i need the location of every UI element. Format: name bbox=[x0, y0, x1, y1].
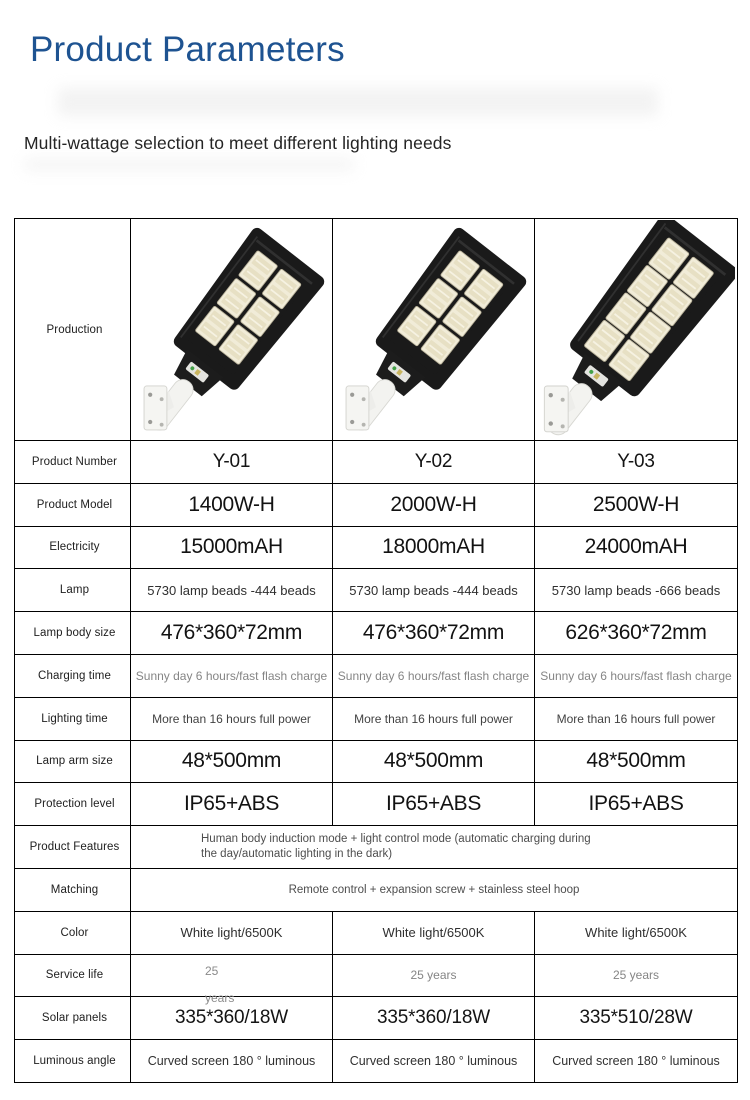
row-label-charging-time: Charging time bbox=[15, 655, 131, 698]
cell-electricity-3: 24000mAH bbox=[535, 527, 738, 570]
row-label-matching: Matching bbox=[15, 869, 131, 912]
cell-product-number-1: Y-01 bbox=[131, 441, 333, 484]
row-label-production: Production bbox=[15, 219, 131, 441]
cell-lighting-time-2: More than 16 hours full power bbox=[333, 698, 535, 741]
solar-street-light-image-y01 bbox=[137, 223, 327, 439]
cell-charging-time-2: Sunny day 6 hours/fast flash charge bbox=[333, 655, 535, 698]
cell-product-number-2: Y-02 bbox=[333, 441, 535, 484]
cell-lamp-body-size-3: 626*360*72mm bbox=[535, 612, 738, 655]
cell-electricity-1: 15000mAH bbox=[131, 527, 333, 570]
cell-solar-panels-2: 335*360/18W bbox=[333, 997, 535, 1040]
cell-lighting-time-3: More than 16 hours full power bbox=[535, 698, 738, 741]
cell-solar-panels-3: 335*510/28W bbox=[535, 997, 738, 1040]
cell-protection-level-1: IP65+ABS bbox=[131, 783, 333, 826]
cell-service-life-2: 25 years bbox=[333, 955, 535, 998]
cell-color-3: White light/6500K bbox=[535, 912, 738, 955]
cell-lighting-time-1: More than 16 hours full power bbox=[131, 698, 333, 741]
row-label-solar-panels: Solar panels bbox=[15, 997, 131, 1040]
cell-lamp-1: 5730 lamp beads -444 beads bbox=[131, 569, 333, 612]
cell-color-1: White light/6500K bbox=[131, 912, 333, 955]
solar-street-light-image-y03 bbox=[537, 220, 735, 442]
row-label-product-number: Product Number bbox=[15, 441, 131, 484]
row-label-electricity: Electricity bbox=[15, 527, 131, 570]
cell-solar-panels-1: 335*360/18W bbox=[131, 997, 333, 1040]
cell-service-life-3: 25 years bbox=[535, 955, 738, 998]
cell-color-2: White light/6500K bbox=[333, 912, 535, 955]
cell-product-model-2: 2000W-H bbox=[333, 484, 535, 527]
cell-lamp-body-size-1: 476*360*72mm bbox=[131, 612, 333, 655]
cell-service-life-1 bbox=[131, 955, 333, 1006]
cell-luminous-angle-1: Curved screen 180 ° luminous bbox=[131, 1040, 333, 1083]
cell-protection-level-2: IP65+ABS bbox=[333, 783, 535, 826]
solar-street-light-image-y02 bbox=[339, 223, 529, 439]
cell-electricity-2: 18000mAH bbox=[333, 527, 535, 570]
cell-lamp-arm-size-1: 48*500mm bbox=[131, 741, 333, 784]
cell-product-number-3: Y-03 bbox=[535, 441, 738, 484]
page-title: Product Parameters bbox=[30, 30, 345, 69]
cell-luminous-angle-2: Curved screen 180 ° luminous bbox=[333, 1040, 535, 1083]
cell-product-model-3: 2500W-H bbox=[535, 484, 738, 527]
cell-production-2 bbox=[333, 219, 535, 441]
row-label-color: Color bbox=[15, 912, 131, 955]
cell-charging-time-1: Sunny day 6 hours/fast flash charge bbox=[131, 655, 333, 698]
cell-matching-span bbox=[131, 869, 738, 912]
row-label-lamp-arm-size: Lamp arm size bbox=[15, 741, 131, 784]
row-label-service-life: Service life bbox=[15, 955, 131, 998]
row-label-lamp-body-size: Lamp body size bbox=[15, 612, 131, 655]
cell-production-3 bbox=[535, 219, 738, 441]
cell-lamp-3: 5730 lamp beads -666 beads bbox=[535, 569, 738, 612]
page-subtitle: Multi-wattage selection to meet different lighting needs bbox=[24, 133, 452, 153]
cell-lamp-arm-size-3: 48*500mm bbox=[535, 741, 738, 784]
service-life-line1: 25 bbox=[205, 963, 219, 978]
cell-lamp-arm-size-2: 48*500mm bbox=[333, 741, 535, 784]
cell-lamp-body-size-2: 476*360*72mm bbox=[333, 612, 535, 655]
service-life-line2: years bbox=[205, 991, 235, 1006]
cell-product-features-span bbox=[131, 826, 738, 869]
row-label-protection-level: Protection level bbox=[15, 783, 131, 826]
watermark-ghost bbox=[24, 158, 354, 171]
cell-luminous-angle-3: Curved screen 180 ° luminous bbox=[535, 1040, 738, 1083]
cell-charging-time-3: Sunny day 6 hours/fast flash charge bbox=[535, 655, 738, 698]
row-label-lighting-time: Lighting time bbox=[15, 698, 131, 741]
row-label-lamp: Lamp bbox=[15, 569, 131, 612]
cell-protection-level-3: IP65+ABS bbox=[535, 783, 738, 826]
cell-product-model-1: 1400W-H bbox=[131, 484, 333, 527]
cell-production-1 bbox=[131, 219, 333, 441]
cell-lamp-2: 5730 lamp beads -444 beads bbox=[333, 569, 535, 612]
row-label-product-features: Product Features bbox=[15, 826, 131, 869]
row-label-luminous-angle: Luminous angle bbox=[15, 1040, 131, 1083]
product-parameters-table bbox=[14, 218, 738, 1083]
row-label-product-model: Product Model bbox=[15, 484, 131, 527]
matching-text: Remote control + expansion screw + stainless steel hoop bbox=[288, 883, 580, 896]
watermark-ghost bbox=[58, 88, 658, 116]
product-features-text: Human body induction mode + light control mode (automatic charging during the day/automatic lighting in the dark) bbox=[201, 833, 591, 861]
